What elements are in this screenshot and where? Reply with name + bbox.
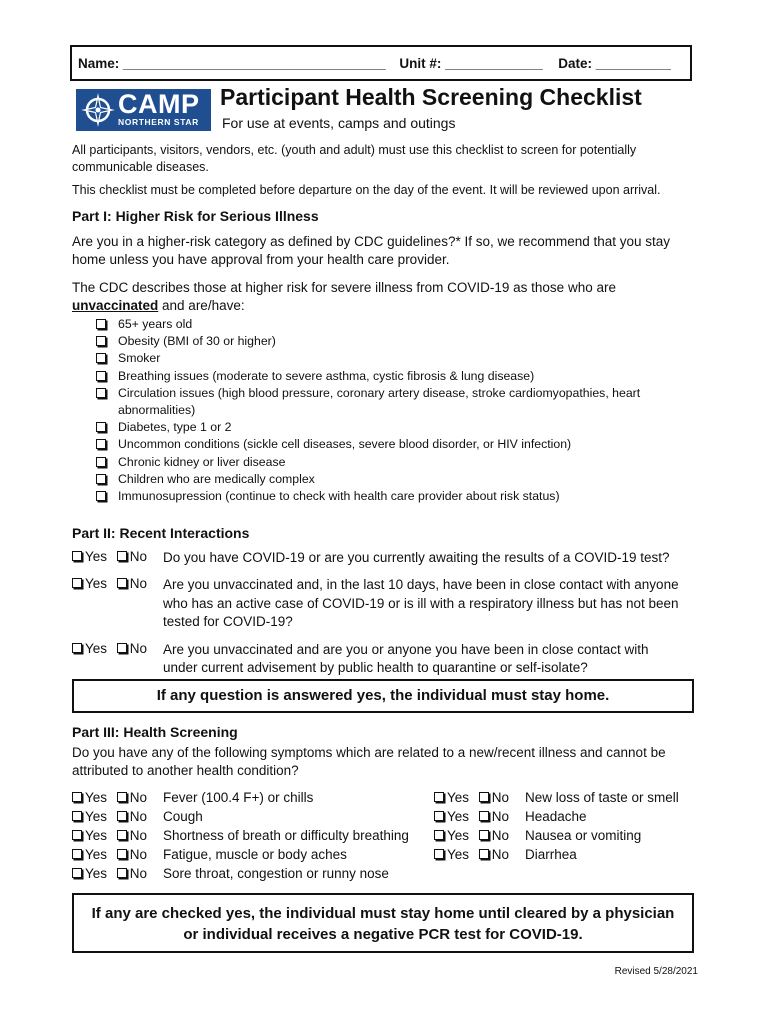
list-item: Breathing issues (moderate to severe asthma, cystic fibrosis & lung disease) xyxy=(96,368,676,385)
part1-paragraph-2 xyxy=(72,279,692,315)
intro-paragraph-1: All participants, visitors, vendors, etc. (youth and adult) must use this checklist to screen for potentially communicable diseases. xyxy=(72,143,637,174)
yes-checkbox[interactable] xyxy=(434,830,444,840)
part3-stay-home-alert: If any are checked yes, the individual must stay home until cleared by a physician or individual receives a negative PCR test for COVID-19. xyxy=(72,893,694,953)
list-item: Circulation issues (high blood pressure, coronary artery disease, stroke cardiomyopathies, heart abnormalities) xyxy=(96,385,676,419)
part1-paragraph-1: Are you in a higher-risk category as defined by CDC guidelines?* If so, we recommend that you stay home unless you have approval from your health care provider. xyxy=(72,234,671,267)
yes-checkbox[interactable] xyxy=(434,792,444,802)
part1-p2-text: The CDC describes those at higher risk for severe illness from COVID-19 as those who are xyxy=(72,280,616,295)
symptom-row: Yes No Cough xyxy=(72,809,147,824)
symptom-label: Sore throat, congestion or runny nose xyxy=(163,866,389,881)
symptom-label: Fatigue, muscle or body aches xyxy=(163,847,347,862)
symptom-row: Yes No Headache xyxy=(434,809,509,824)
part1-p2-tail: and are/have: xyxy=(158,298,245,313)
symptom-row: Yes No New loss of taste or smell xyxy=(434,790,509,805)
date-field[interactable]: Date: __________ xyxy=(558,56,671,71)
no-checkbox[interactable] xyxy=(479,792,489,802)
checkbox[interactable] xyxy=(96,439,106,449)
camp-logo xyxy=(76,89,211,131)
page-subtitle: For use at events, camps and outings xyxy=(222,115,456,131)
compass-star-icon xyxy=(80,92,116,128)
no-checkbox[interactable] xyxy=(479,849,489,859)
symptom-label: Cough xyxy=(163,809,203,824)
list-item: Uncommon conditions (sickle cell diseases, severe blood disorder, or HIV infection) xyxy=(96,436,676,453)
checkbox[interactable] xyxy=(96,336,106,346)
header-fields-box xyxy=(70,45,692,81)
intro-paragraph-2: This checklist must be completed before departure on the day of the event. It will be reviewed upon arrival. xyxy=(72,183,661,197)
list-item: 65+ years old xyxy=(96,316,676,333)
yes-checkbox[interactable] xyxy=(72,849,82,859)
logo-camp-text: CAMP xyxy=(118,89,200,119)
list-item: Chronic kidney or liver disease xyxy=(96,454,676,471)
part2-q2-options: Yes No xyxy=(72,576,147,591)
symptom-label: Shortness of breath or difficulty breathing xyxy=(163,828,409,843)
part3-intro: Do you have any of the following symptoms which are related to a new/recent illness and cannot be attributed to another health condition? xyxy=(72,745,666,778)
unvaccinated-emphasis: unvaccinated xyxy=(72,298,159,313)
checkbox[interactable] xyxy=(96,491,106,501)
symptom-label: Nausea or vomiting xyxy=(525,828,642,843)
symptom-label: Diarrhea xyxy=(525,847,577,862)
no-checkbox[interactable] xyxy=(117,551,127,561)
symptom-row: Yes No Nausea or vomiting xyxy=(434,828,509,843)
yes-checkbox[interactable] xyxy=(72,811,82,821)
no-checkbox[interactable] xyxy=(117,830,127,840)
yes-checkbox[interactable] xyxy=(434,849,444,859)
yes-checkbox[interactable] xyxy=(434,811,444,821)
no-checkbox[interactable] xyxy=(117,868,127,878)
list-item: Children who are medically complex xyxy=(96,471,676,488)
symptom-label: Headache xyxy=(525,809,587,824)
yes-checkbox[interactable] xyxy=(72,830,82,840)
no-checkbox[interactable] xyxy=(117,811,127,821)
part2-q1-options: Yes No xyxy=(72,549,147,564)
checkbox[interactable] xyxy=(96,457,106,467)
part2-q3-options: Yes No xyxy=(72,641,147,656)
yes-checkbox[interactable] xyxy=(72,868,82,878)
list-item: Smoker xyxy=(96,350,676,367)
symptom-row: Yes No Fatigue, muscle or body aches xyxy=(72,847,147,862)
list-item: Diabetes, type 1 or 2 xyxy=(96,419,676,436)
part2-stay-home-alert: If any question is answered yes, the individual must stay home. xyxy=(72,679,694,713)
no-checkbox[interactable] xyxy=(117,792,127,802)
symptom-row: Yes No Sore throat, congestion or runny nose xyxy=(72,866,147,881)
symptom-row: Yes No Fever (100.4 F+) or chills xyxy=(72,790,147,805)
symptom-row: Yes No Diarrhea xyxy=(434,847,509,862)
checkbox[interactable] xyxy=(96,388,106,398)
symptom-label: New loss of taste or smell xyxy=(525,790,679,805)
yes-checkbox[interactable] xyxy=(72,551,82,561)
part3-heading: Part III: Health Screening xyxy=(72,724,238,740)
name-field[interactable]: Name: ___________________________________ xyxy=(78,56,386,71)
checkbox[interactable] xyxy=(96,474,106,484)
checkbox[interactable] xyxy=(96,422,106,432)
list-item: Immunosupression (continue to check with health care provider about risk status) xyxy=(96,488,676,505)
part2-question-3: Are you unvaccinated and are you or anyone you have been in close contact with under current advisement by public health to quarantine or self-isolate? xyxy=(163,642,649,675)
checkbox[interactable] xyxy=(96,353,106,363)
part2-question-2: Are you unvaccinated and, in the last 10 days, have been in close contact with anyone who has an active case of COVID-19 or is ill with a respiratory illness but has not been tested for COVID-19? xyxy=(163,577,679,629)
logo-northern-star-text: NORTHERN STAR xyxy=(118,117,199,127)
yes-checkbox[interactable] xyxy=(72,792,82,802)
no-checkbox[interactable] xyxy=(117,643,127,653)
no-checkbox[interactable] xyxy=(479,830,489,840)
no-checkbox[interactable] xyxy=(117,849,127,859)
revision-date: Revised 5/28/2021 xyxy=(614,966,698,977)
list-item: Obesity (BMI of 30 or higher) xyxy=(96,333,676,350)
yes-checkbox[interactable] xyxy=(72,578,82,588)
risk-factor-list xyxy=(96,316,676,505)
page-title: Participant Health Screening Checklist xyxy=(220,84,642,110)
part2-question-1: Do you have COVID-19 or are you currently awaiting the results of a COVID-19 test? xyxy=(163,550,670,565)
part1-heading: Part I: Higher Risk for Serious Illness xyxy=(72,208,319,224)
part2-heading: Part II: Recent Interactions xyxy=(72,525,250,541)
symptom-row: Yes No Shortness of breath or difficulty breathing xyxy=(72,828,147,843)
symptom-label: Fever (100.4 F+) or chills xyxy=(163,790,314,805)
checkbox[interactable] xyxy=(96,319,106,329)
unit-field[interactable]: Unit #: _____________ xyxy=(399,56,543,71)
no-checkbox[interactable] xyxy=(117,578,127,588)
yes-checkbox[interactable] xyxy=(72,643,82,653)
checkbox[interactable] xyxy=(96,371,106,381)
no-checkbox[interactable] xyxy=(479,811,489,821)
